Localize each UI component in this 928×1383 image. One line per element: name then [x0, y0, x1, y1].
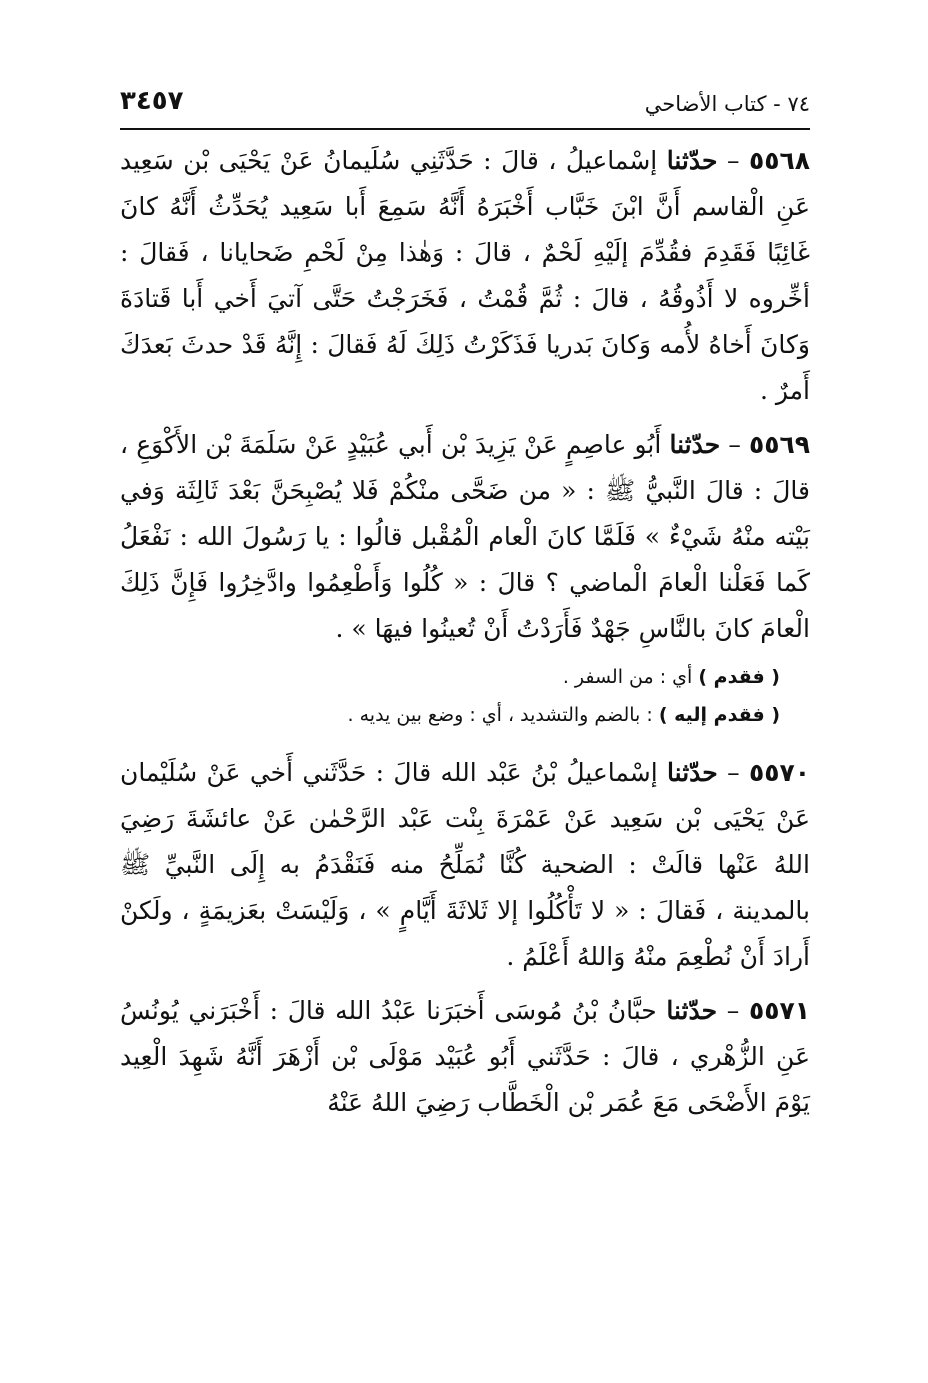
book-page	[120, 80, 810, 1340]
hadith-text: أَبُو عاصِمٍ عَنْ يَزِيدَ بْن أَبي عُبَيْدٍ عَنْ سَلَمَةَ بْن الأَكْوَعِ ، قالَ : قالَ النَّبيُّ ﷺ : « من ضَحَّى منْكُمْ فَلا يُصْبِحَنَّ بَعْدَ ثَالِثَة وَفي بَيْته منْهُ شَيْءٌ » فَلَمَّا كانَ الْعام الْمُقْبل قالُوا : يا رَسُولَ الله : نَفْعَلُ كَما فَعَلْنا الْعامَ الْماضي ؟ قالَ : « كُلُوا وَأَطْعِمُوا وادَّخِرُوا فَإِنَّ ذَلِكَ الْعامَ كانَ بالنَّاسِ جَهْدٌ فَأَرَدْتُ أَنْ تُعينُوا فيهَا » .	[120, 430, 810, 643]
hadith-5571	[120, 988, 810, 1126]
hadith-number: ٥٥٧١	[748, 996, 811, 1025]
page-header	[120, 80, 810, 130]
hadith-lead: حدّثنا	[666, 996, 718, 1025]
gloss-item	[120, 660, 780, 694]
running-title: ٧٤ - كتاب الأضاحي	[644, 92, 810, 116]
hadith-5569	[120, 422, 810, 652]
gloss-item	[120, 698, 780, 732]
hadith-text: إسْماعيلُ ، قالَ : حَدَّثَنِي سُلَيمانُ عَنْ يَحْيَى بْن سَعِيد عَنِ الْقاسم أَنَّ ابْنَ خَبَّاب أَخْبَرَهُ أَنَّهُ سَمِعَ أَبا سَعِيد يُحَدِّثُ أَنَّهُ كانَ غَائِبًا فَقَدِمَ فقُدِّمَ إلَيْهِ لَحْمٌ ، قالَ : وَهٰذا مِنْ لَحْمِ ضَحايانا ، فَقالَ : أخِّروه لا أَذُوقُهُ ، قالَ : ثُمَّ قُمْتُ ، فَخَرَجْتُ حَتَّى آتيَ أَخي أَبا قَتادَةَ وَكانَ أَخاهُ لأُمه وَكانَ بَدريا فَذَكَرْتُ ذَلِكَ لَهُ فَقالَ : إِنَّهُ قَدْ حدثَ بَعدَكَ أَمرٌ .	[120, 146, 810, 405]
dash: –	[717, 758, 740, 787]
dash: –	[717, 996, 740, 1025]
gloss-term: ( فقدم إليه )	[658, 704, 780, 726]
page-body	[120, 138, 810, 1126]
page-number: ٣٤٥٧	[120, 86, 184, 116]
gloss-text: : بالضم والتشديد ، أي : وضع بين يديه .	[347, 704, 653, 726]
hadith-text: إسْماعيلُ بْنُ عَبْد الله قالَ : حَدَّثَني أَخي عَنْ سُلَيْمان عَنْ يَحْيَى بْن سَعِيد عَنْ عَمْرَةَ بِنْت عَبْد الرَّحْمٰن عَنْ عائشَةَ رَضِيَ اللهُ عَنْها قالَتْ : الضحية كُنَّا نُمَلِّحُ منه فَنَقْدَمُ به إِلَى النَّبيِّ ﷺ بالمدينة ، فَقالَ : « لا تَأْكُلُوا إلا ثَلاثَةَ أَيَّامٍ » ، وَلَيْسَتْ بعَزيمَةٍ ، ولَكنْ أَرادَ أَنْ نُطْعِمَ منْهُ وَاللهُ أَعْلَمُ .	[120, 758, 810, 971]
hadith-text: حبَّانُ بْنُ مُوسَى أَخبَرَنا عَبْدُ الله قالَ : أَخْبَرَني يُونُسُ عَنِ الزُّهْري ، قالَ : حَدَّثَني أَبُو عُبَيْد مَوْلَى بْن أَزْهَرَ أَنَّهُ شَهِدَ الْعِيد يَوْمَ الأَضْحَى مَعَ عُمَر بْن الْخَطَّاب رَضِيَ اللهُ عَنْهُ	[120, 996, 810, 1117]
hadith-lead: حدّثنا	[667, 758, 718, 787]
hadith-number: ٥٥٦٩	[748, 430, 811, 459]
dash: –	[717, 146, 740, 175]
hadith-number: ٥٥٦٨	[748, 146, 810, 175]
gloss-text: أي : من السفر .	[562, 666, 693, 688]
dash: –	[720, 430, 741, 459]
hadith-lead: حدّثنا	[666, 146, 718, 175]
hadith-5570	[120, 750, 810, 980]
gloss-term: ( فقدم )	[698, 666, 780, 688]
hadith-number: ٥٥٧٠	[748, 758, 810, 787]
hadith-lead: حدّثنا	[669, 430, 721, 459]
hadith-5568	[120, 138, 810, 414]
glosses	[120, 660, 810, 732]
